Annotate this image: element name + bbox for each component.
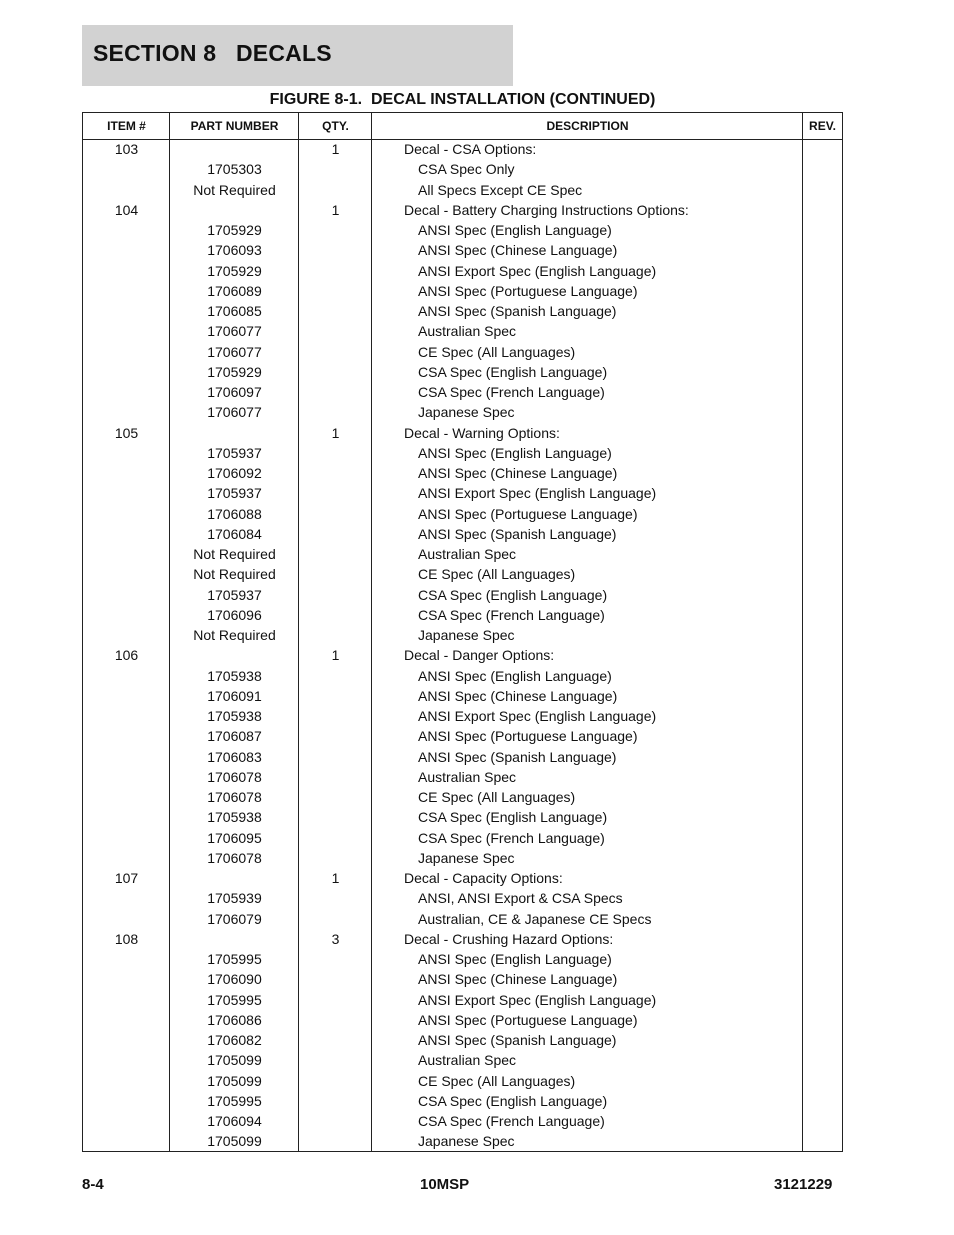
table-row [83, 625, 842, 645]
part-number-cell: 1706078 [207, 789, 262, 805]
table-row [83, 990, 842, 1010]
part-number-cell: 1706077 [207, 404, 262, 421]
part-number-cell: 1706088 [207, 505, 262, 522]
description-cell: ANSI Spec (Spanish Language) [418, 1032, 617, 1048]
qty-cell: 3 [331, 930, 340, 947]
part-number-cell: 1705937 [207, 485, 262, 502]
part-number-cell: Not Required [193, 181, 276, 198]
table-row [83, 767, 842, 787]
table-row [83, 747, 842, 767]
part-number-cell: 1706089 [207, 282, 262, 299]
part-number-cell: 1706094 [207, 1113, 262, 1129]
part-number-cell: 1706096 [207, 606, 262, 623]
description-cell: ANSI Export Spec (English Language) [418, 485, 657, 502]
table-row [83, 342, 842, 362]
table-row [83, 362, 842, 382]
part-number-cell: 1705099 [207, 1072, 262, 1089]
part-number-cell: 1706093 [207, 242, 262, 259]
item-number-cell: 105 [114, 424, 139, 441]
part-number-cell: 1706077 [207, 343, 262, 360]
description-cell: CSA Spec (English Language) [418, 1092, 608, 1109]
part-number-cell: 1705938 [207, 708, 262, 724]
description-cell: Decal - CSA Options: [404, 141, 537, 157]
table-row [83, 504, 842, 524]
item-number-cell: 103 [114, 141, 139, 157]
description-cell: CSA Spec (French Language) [418, 829, 605, 846]
description-cell: CSA Spec (English Language) [418, 586, 608, 603]
part-number-cell: 1706085 [207, 303, 262, 319]
description-cell: ANSI Export Spec (English Language) [418, 708, 657, 724]
page-number: 8-4 [82, 1176, 104, 1193]
description-cell: ANSI, ANSI Export & CSA Specs [418, 890, 623, 907]
description-cell: Decal - Danger Options: [404, 647, 555, 664]
part-number-cell: 1706095 [207, 829, 262, 846]
table-row [83, 402, 842, 422]
description-cell: Japanese Spec [418, 849, 515, 866]
qty-cell: 1 [331, 647, 340, 664]
table-row [83, 382, 842, 402]
table-row [83, 1091, 842, 1111]
description-cell: ANSI Spec (Spanish Language) [418, 525, 617, 542]
description-cell: ANSI Spec (Chinese Language) [418, 687, 618, 704]
part-number-cell: 1706092 [207, 465, 262, 481]
description-cell: CSA Spec (French Language) [418, 1113, 605, 1129]
column-header-qty: QTY. [322, 119, 349, 133]
description-cell: CSA Spec (French Language) [418, 606, 605, 623]
description-cell: ANSI Spec (Chinese Language) [418, 242, 618, 259]
table-row [83, 220, 842, 240]
part-number-cell: 1706086 [207, 1011, 262, 1028]
table-row [83, 645, 842, 665]
table-row [83, 828, 842, 848]
description-cell: Decal - Warning Options: [404, 424, 560, 441]
description-cell: Decal - Capacity Options: [404, 870, 563, 886]
table-row [83, 929, 842, 949]
table-row [83, 909, 842, 929]
table-row [83, 686, 842, 706]
description-cell: ANSI Spec (Chinese Language) [418, 971, 618, 988]
description-cell: ANSI Spec (Portuguese Language) [418, 1011, 638, 1028]
table-row [83, 888, 842, 908]
part-number-cell: 1705939 [207, 890, 262, 907]
table-row [83, 666, 842, 686]
description-cell: Japanese Spec [418, 627, 515, 643]
description-cell: Decal - Battery Charging Instructions Options: [404, 201, 689, 218]
table-row [83, 261, 842, 281]
qty-cell: 1 [331, 870, 340, 886]
part-number-cell: 1705995 [207, 1092, 262, 1109]
qty-cell: 1 [331, 424, 340, 441]
part-number-cell: 1706091 [207, 687, 262, 704]
section-title: SECTION 8 DECALS [93, 40, 332, 66]
table-row [83, 301, 842, 321]
part-number-cell: 1706090 [207, 971, 262, 988]
item-number-cell: 104 [114, 201, 139, 218]
table-row [83, 706, 842, 726]
part-number-cell: 1705937 [207, 444, 262, 461]
description-cell: Australian, CE & Japanese CE Specs [418, 910, 652, 927]
table-row [83, 564, 842, 584]
part-number-cell: 1706084 [207, 525, 262, 542]
table-row [83, 605, 842, 625]
description-cell: ANSI Spec (Spanish Language) [418, 303, 617, 319]
table-row [83, 1030, 842, 1050]
part-number-cell: 1705929 [207, 222, 262, 238]
item-number-cell: 106 [114, 647, 139, 664]
table-row [83, 321, 842, 341]
part-number-cell: 1705938 [207, 809, 262, 826]
table-row [83, 281, 842, 301]
description-cell: ANSI Spec (English Language) [418, 222, 612, 238]
column-header-item: ITEM # [107, 119, 146, 133]
part-number-cell: 1706079 [207, 910, 262, 927]
description-cell: Japanese Spec [418, 1133, 515, 1150]
description-cell: ANSI Spec (English Language) [418, 951, 612, 967]
part-number-cell: 1705938 [207, 667, 262, 684]
part-number-cell: 1706083 [207, 748, 262, 765]
description-cell: ANSI Spec (Portuguese Language) [418, 282, 638, 299]
part-number-cell: Not Required [193, 566, 276, 583]
table-row [83, 726, 842, 746]
table-row [83, 949, 842, 969]
part-number-cell: 1705937 [207, 586, 262, 603]
table-row [83, 807, 842, 827]
qty-cell: 1 [331, 201, 340, 218]
table-row [83, 200, 842, 220]
description-cell: CE Spec (All Languages) [418, 343, 576, 360]
item-number-cell: 108 [114, 930, 139, 947]
table-row [83, 969, 842, 989]
document-number: 3121229 [774, 1176, 833, 1193]
table-row [83, 483, 842, 503]
table-row [83, 463, 842, 483]
part-number-cell: 1705929 [207, 262, 262, 279]
column-header-description: DESCRIPTION [546, 119, 629, 133]
part-number-cell: 1706078 [207, 768, 262, 785]
description-cell: ANSI Spec (Spanish Language) [418, 748, 617, 765]
part-number-cell: 1705099 [207, 1052, 262, 1069]
description-cell: ANSI Export Spec (English Language) [418, 262, 657, 279]
description-cell: ANSI Spec (Portuguese Language) [418, 505, 638, 522]
table-row [83, 139, 842, 159]
description-cell: CSA Spec Only [418, 161, 515, 178]
table-row [83, 1131, 842, 1151]
table-row [83, 1050, 842, 1070]
parts-table [82, 112, 843, 1152]
description-cell: ANSI Spec (Portuguese Language) [418, 728, 638, 745]
part-number-cell: 1706078 [207, 849, 262, 866]
description-cell: Australian Spec [418, 1052, 517, 1069]
description-cell: CSA Spec (English Language) [418, 363, 608, 380]
description-cell: Decal - Crushing Hazard Options: [404, 930, 614, 947]
table-row [83, 423, 842, 443]
part-number-cell: 1705929 [207, 363, 262, 380]
table-row [83, 159, 842, 179]
description-cell: Japanese Spec [418, 404, 515, 421]
figure-title: FIGURE 8-1. DECAL INSTALLATION (CONTINUED) [269, 91, 656, 108]
table-row [83, 868, 842, 888]
model-name: 10MSP [420, 1176, 470, 1193]
part-number-cell: 1706082 [207, 1032, 262, 1048]
description-cell: CSA Spec (English Language) [418, 809, 608, 826]
description-cell: Australian Spec [418, 768, 517, 785]
part-number-cell: 1705099 [207, 1133, 262, 1150]
description-cell: Australian Spec [418, 546, 517, 562]
qty-cell: 1 [331, 141, 340, 157]
table-row [83, 443, 842, 463]
table-row [83, 585, 842, 605]
column-header-rev: REV. [809, 119, 836, 133]
description-cell: CSA Spec (French Language) [418, 384, 605, 400]
column-header-part-number: PART NUMBER [190, 119, 279, 133]
table-row [83, 240, 842, 260]
table-body [83, 139, 842, 1152]
description-cell: Australian Spec [418, 323, 517, 340]
table-row [83, 787, 842, 807]
part-number-cell: Not Required [193, 627, 276, 643]
description-cell: CE Spec (All Languages) [418, 566, 576, 583]
table-row [83, 180, 842, 200]
description-cell: All Specs Except CE Spec [418, 181, 583, 198]
part-number-cell: 1706077 [207, 323, 262, 340]
table-row [83, 524, 842, 544]
item-number-cell: 107 [114, 870, 139, 886]
part-number-cell: Not Required [193, 546, 276, 562]
description-cell: CE Spec (All Languages) [418, 1072, 576, 1089]
table-row [83, 1111, 842, 1131]
description-cell: ANSI Spec (English Language) [418, 667, 612, 684]
part-number-cell: 1705303 [207, 161, 262, 178]
description-cell: ANSI Spec (Chinese Language) [418, 465, 618, 481]
part-number-cell: 1705995 [207, 951, 262, 967]
table-row [83, 544, 842, 564]
part-number-cell: 1706097 [207, 384, 262, 400]
part-number-cell: 1705995 [207, 991, 262, 1008]
description-cell: ANSI Spec (English Language) [418, 444, 612, 461]
description-cell: CE Spec (All Languages) [418, 789, 576, 805]
table-row [83, 848, 842, 868]
table-row [83, 1071, 842, 1091]
table-row [83, 1010, 842, 1030]
description-cell: ANSI Export Spec (English Language) [418, 991, 657, 1008]
part-number-cell: 1706087 [207, 728, 262, 745]
